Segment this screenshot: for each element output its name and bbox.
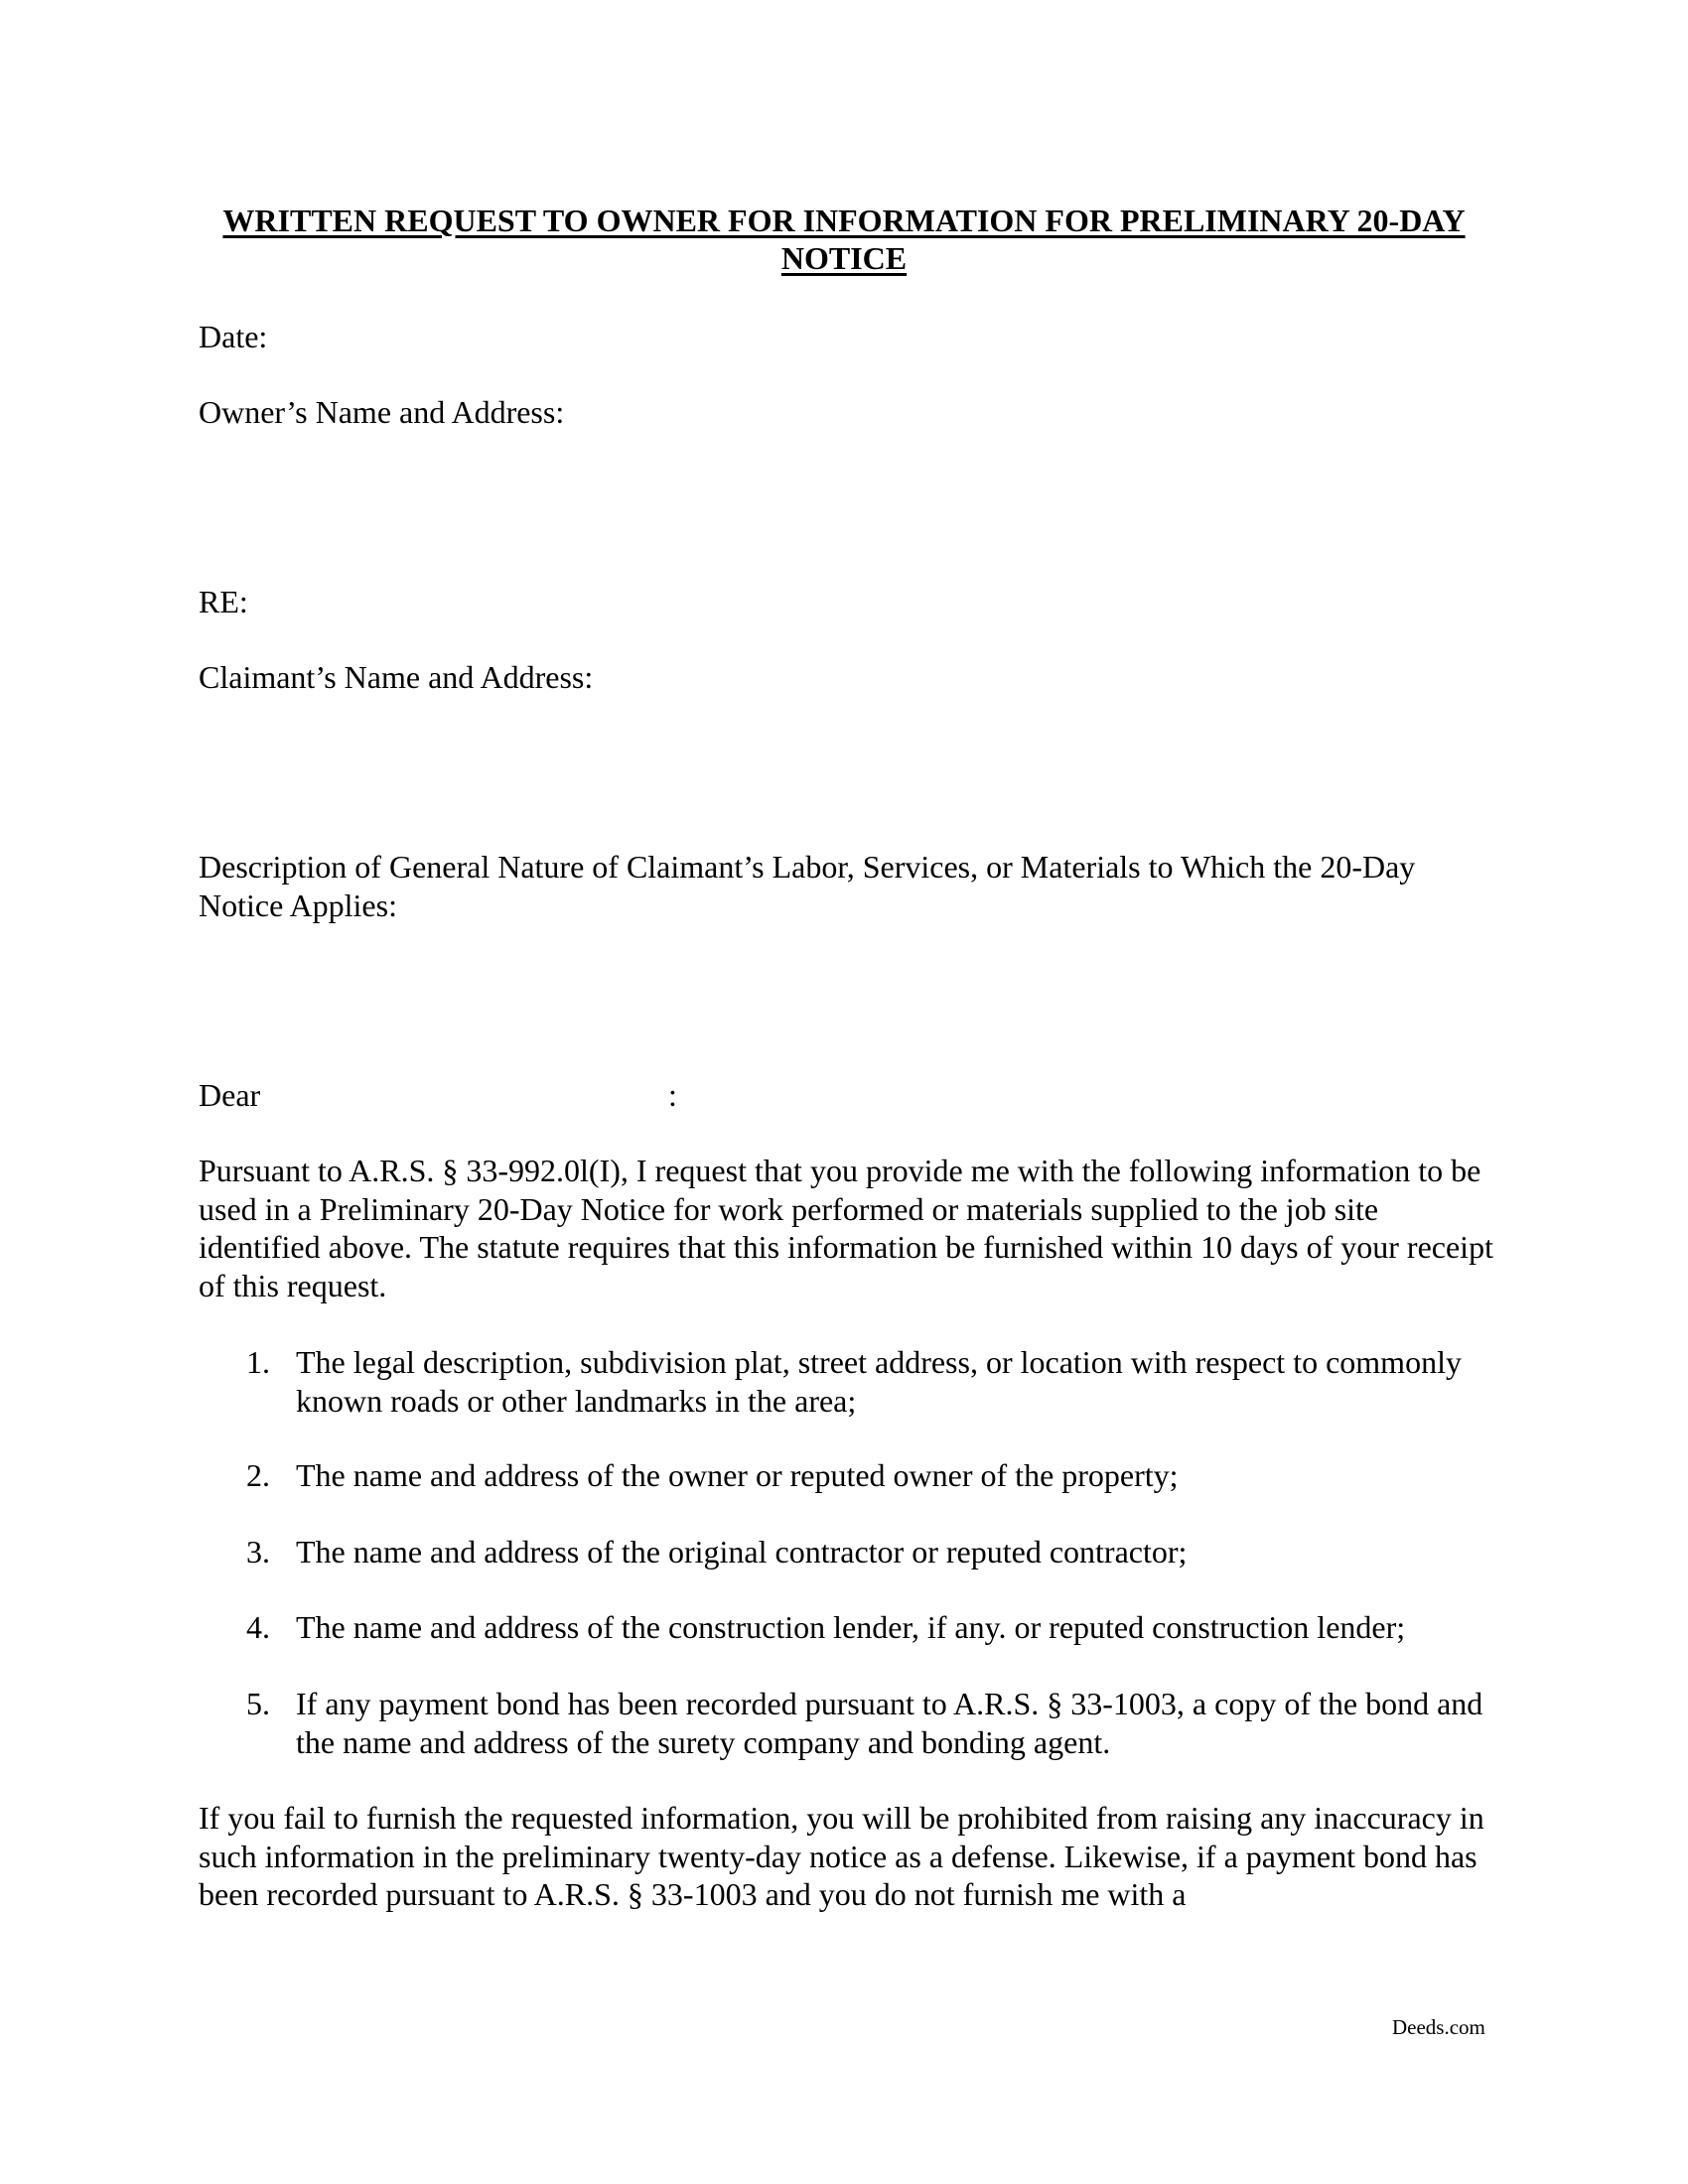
list-item-number: 5.	[246, 1686, 270, 1721]
list-item	[246, 1343, 1499, 1420]
list-item	[246, 1685, 1499, 1761]
list-item-text: The name and address of the owner or reputed owner of the property;	[296, 1457, 1179, 1493]
date-label: Date:	[199, 319, 268, 354]
list-item-text: The legal description, subdivision plat, street address, or location with respect to commonly known roads or other landmarks in the area;	[296, 1344, 1462, 1419]
list-item-number: 2.	[246, 1457, 270, 1493]
list-item	[246, 1456, 1499, 1495]
re-label: RE:	[199, 584, 248, 619]
description-label: Description of General Nature of Claimant’s Labor, Services, or Materials to Which the 20-Day Notice Applies:	[199, 849, 1416, 923]
list-item-number: 1.	[246, 1344, 270, 1380]
list-item-text: If any payment bond has been recorded pursuant to A.R.S. § 33-1003, a copy of the bond and the name and address of the surety company and bonding agent.	[296, 1686, 1483, 1760]
list-item	[246, 1533, 1499, 1571]
salutation: Dear	[199, 1077, 261, 1113]
closing-paragraph: If you fail to furnish the requested information, you will be prohibited from raising any inaccuracy in such information in the preliminary twenty-day notice as a defense. Likewise, if a payment bond has been recorded pursuant to A.R.S. § 33-1003 and you do not furnish me with a	[199, 1800, 1484, 1912]
claimant-name-address-label: Claimant’s Name and Address:	[199, 659, 594, 695]
list-item-text: The name and address of the construction lender, if any. or reputed construction lender;	[296, 1609, 1406, 1645]
list-item-number: 3.	[246, 1534, 270, 1570]
intro-paragraph: Pursuant to A.R.S. § 33-992.0l(I), I request that you provide me with the following information to be used in a Preliminary 20-Day Notice for work performed or materials supplied to the job site identified above. The statute requires that this information be furnished within 10 days of your receipt of this request.	[199, 1153, 1493, 1303]
salutation-colon: :	[668, 1077, 677, 1113]
footer-brand: Deeds.com	[1392, 2015, 1485, 2039]
list-item-number: 4.	[246, 1609, 270, 1645]
list-item	[246, 1608, 1499, 1647]
list-item-text: The name and address of the original contractor or reputed contractor;	[296, 1534, 1188, 1570]
document-title: WRITTEN REQUEST TO OWNER FOR INFORMATION FOR PRELIMINARY 20-DAY NOTICE	[222, 203, 1466, 276]
owner-name-address-label: Owner’s Name and Address:	[199, 394, 565, 430]
